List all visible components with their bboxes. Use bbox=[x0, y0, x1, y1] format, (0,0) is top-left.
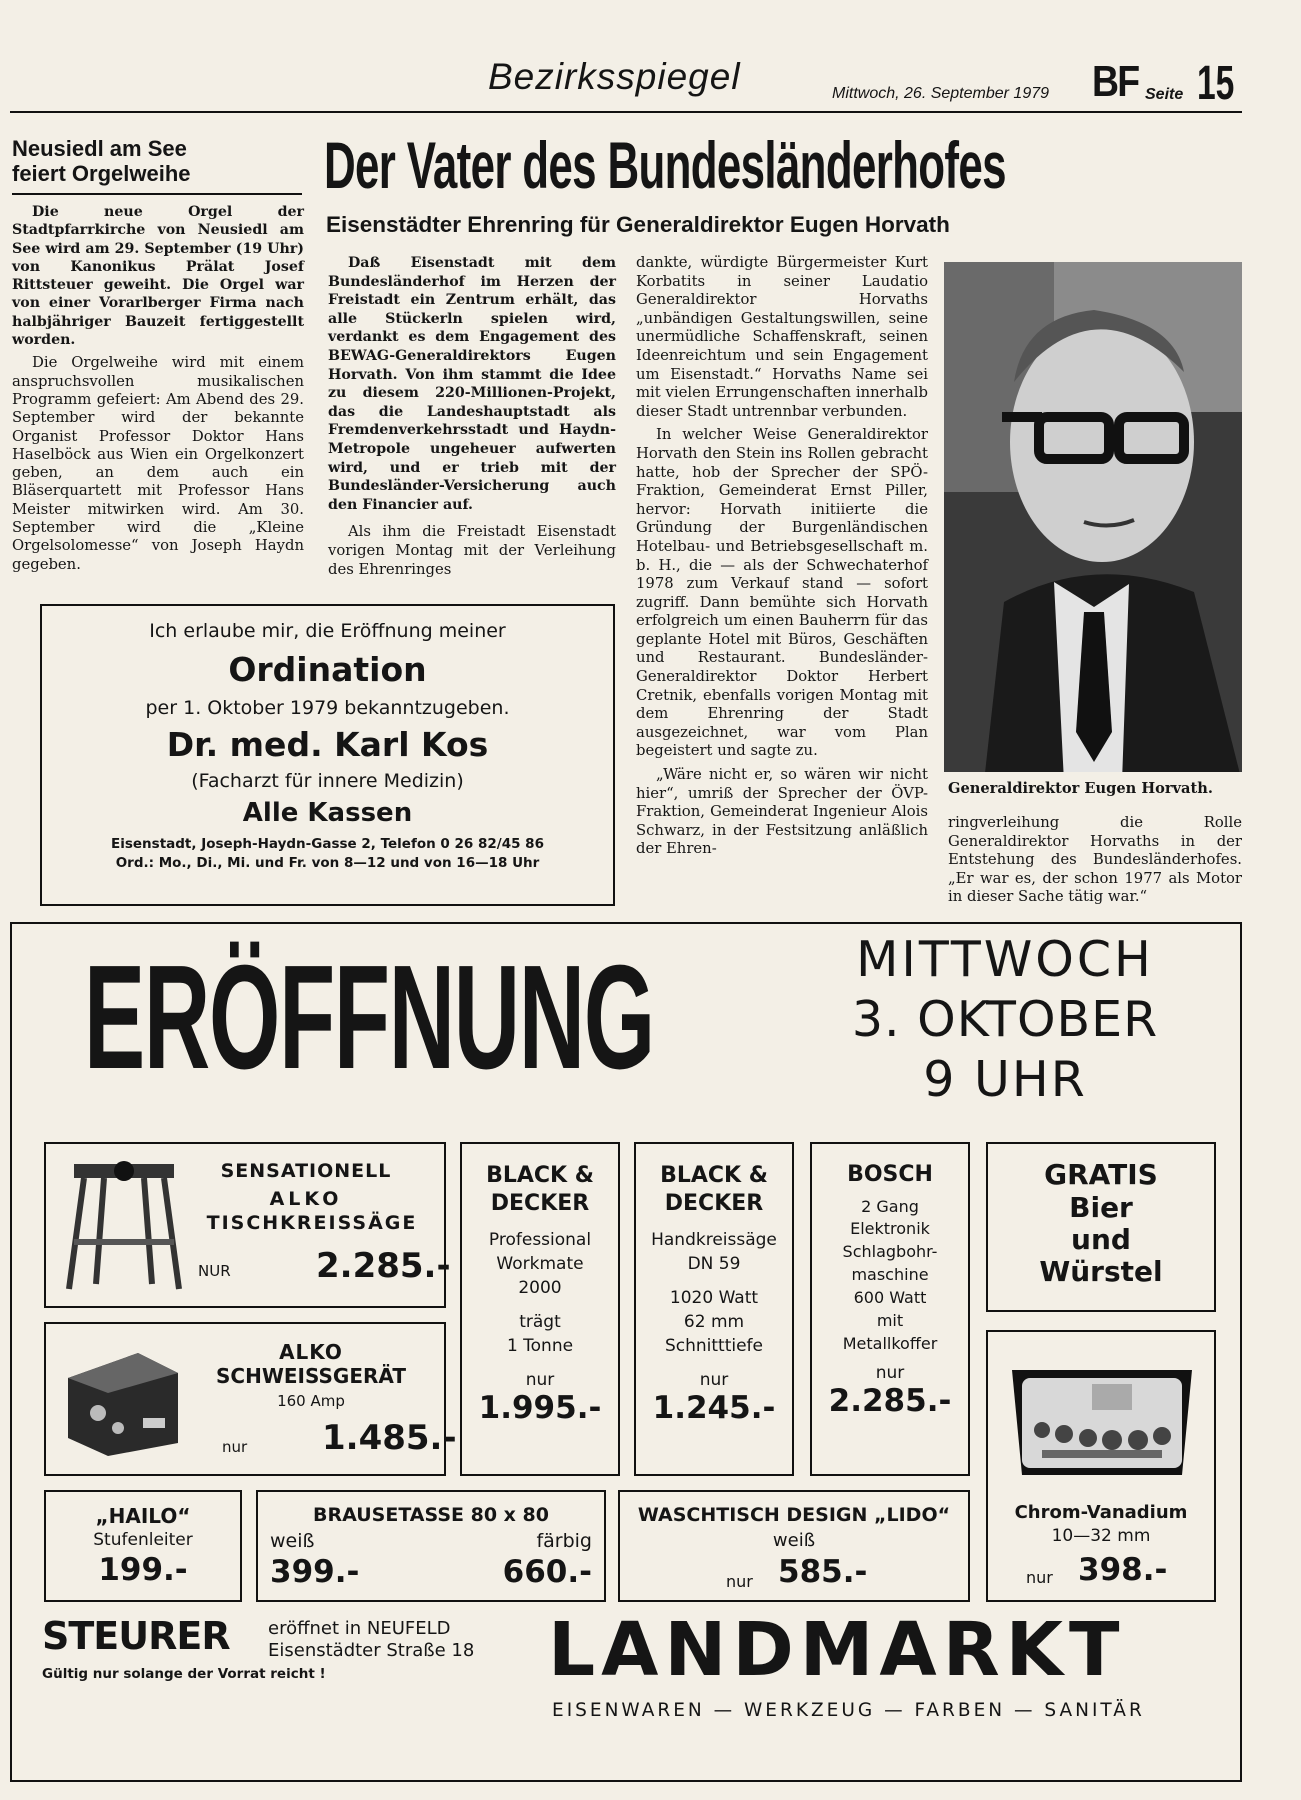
photo-caption: Generaldirektor Eugen Horvath. bbox=[948, 780, 1213, 797]
waschtisch-prefix: nur bbox=[726, 1572, 753, 1591]
main-subheadline: Eisenstädter Ehrenring für Generaldirektor Eugen Horvath bbox=[326, 212, 950, 237]
product-tischkreissaege bbox=[44, 1142, 451, 1308]
hailo-l2: Stufenleiter bbox=[93, 1530, 193, 1550]
left-title-rule bbox=[12, 193, 302, 195]
header-rule bbox=[10, 111, 1242, 113]
bosch-l2: Elektronik bbox=[850, 1219, 930, 1238]
left-title-line1: Neusiedl am See bbox=[12, 136, 187, 161]
chrom-l2: 10—32 mm bbox=[1051, 1526, 1151, 1546]
product-hailo bbox=[44, 1490, 242, 1602]
bosch-price: 2.285.- bbox=[828, 1383, 952, 1419]
left-article-title bbox=[12, 136, 308, 186]
product-chrom-vanadium bbox=[986, 1330, 1216, 1602]
ordination-title: Ordination bbox=[228, 650, 427, 689]
ordination-line1: Ich erlaube mir, die Eröffnung meiner bbox=[149, 620, 506, 642]
bosch-l4: maschine bbox=[851, 1265, 929, 1284]
chrom-price: 398.- bbox=[1078, 1552, 1168, 1588]
store-day: MITTWOCH bbox=[856, 931, 1154, 988]
page-label: Seite bbox=[1145, 86, 1184, 103]
landmarkt-logo: LANDMARKT bbox=[548, 1607, 1126, 1693]
tischkreissaege-l1: SENSATIONELL bbox=[220, 1160, 392, 1182]
workmate-brand: BLACK & DECKER bbox=[486, 1163, 594, 1216]
gratis-l2: Bier bbox=[1069, 1191, 1133, 1224]
left-title-line2: feiert Orgelweihe bbox=[12, 161, 191, 186]
workmate-l3: 2000 bbox=[518, 1278, 562, 1298]
tischkreissaege-price: 2.285.- bbox=[316, 1246, 451, 1286]
steurer-l1: eröffnet in NEUFELD bbox=[268, 1618, 451, 1639]
portrait-photo bbox=[944, 262, 1242, 772]
store-datetime bbox=[822, 930, 1188, 1110]
left-article-text: Die Orgelweihe wird mit einem anspruchsvollen musikalischen Programm gefeiert: Am Abend des 29. September wird der bekannte Organist Professor Doktor Hans Haselböck aus Wien ein Orgelkonzert geben, an dem auch ein Bläserquartett mit Professor Hans Meister mitwirken wird. Am 30. September wird die „Kleine Orgelsolomesse“ von Joseph Haydn gegeben. bbox=[12, 354, 304, 573]
workmate-l2: Workmate bbox=[496, 1254, 584, 1274]
hailo-price: 199.- bbox=[98, 1552, 188, 1588]
hailo-l1: „HAILO“ bbox=[95, 1504, 191, 1528]
product-schweissgeraet bbox=[44, 1322, 457, 1476]
schweissgeraet-price: 1.485.- bbox=[322, 1418, 457, 1458]
ordination-kassen: Alle Kassen bbox=[242, 798, 413, 828]
steurer-validity: Gültig nur solange der Vorrat reicht ! bbox=[42, 1666, 326, 1682]
handkreissaege-prefix: nur bbox=[699, 1370, 729, 1390]
ordination-ad bbox=[40, 604, 615, 906]
handkreissaege-brand: BLACK & DECKER bbox=[660, 1163, 768, 1216]
bosch-prefix: nur bbox=[875, 1363, 905, 1383]
handkreissaege-l3: 1020 Watt bbox=[669, 1288, 759, 1308]
brausetasse-color1: weiß bbox=[270, 1530, 315, 1552]
product-workmate bbox=[460, 1142, 620, 1476]
bosch-l6: mit bbox=[876, 1311, 904, 1330]
handkreissaege-l5: Schnitttiefe bbox=[664, 1336, 764, 1356]
workmate-l4: trägt bbox=[519, 1312, 561, 1332]
workmate-prefix: nur bbox=[525, 1370, 555, 1390]
ordination-address: Eisenstadt, Joseph-Haydn-Gasse 2, Telefon 0 26 82/45 86 bbox=[111, 836, 544, 852]
main-col2-p1: dankte, würdigte Bürgermeister Kurt Korbatits in seiner Laudatio Generaldirektor Horvaths „unbändigen Gestaltungswillen, seine unermüdliche Schaffenskraft, seinen Ideenreichtum und sein Engagement um Eisenstadt.“ Horvaths Name sei mit vielen Errungenschaften innerhalb dieser Stadt untrennbar verbunden. bbox=[636, 254, 928, 420]
socket-set-icon bbox=[1002, 1350, 1202, 1490]
table-saw-icon bbox=[64, 1154, 184, 1294]
gratis-l1: GRATIS bbox=[1044, 1158, 1158, 1191]
portrait-illustration bbox=[944, 262, 1242, 772]
left-article-lead: Die neue Orgel der Stadtpfarrkirche von Neusiedl am See wird am 29. September (19 Uhr) von Kanonikus Prälat Josef Rittsteuer geweiht. Die Orgel war von einer Vorarlberger Firma nach halbjähriger Bauzeit fertiggestellt worden. bbox=[12, 204, 304, 349]
bosch-l7: Metallkoffer bbox=[842, 1334, 938, 1353]
ordination-doctor: Dr. med. Karl Kos bbox=[166, 725, 489, 764]
handkreissaege-price: 1.245.- bbox=[652, 1390, 776, 1426]
steurer-info bbox=[268, 1618, 474, 1662]
bosch-l1: 2 Gang bbox=[861, 1197, 919, 1216]
store-headline: ERÖFFNUNG bbox=[84, 935, 654, 1100]
tischkreissaege-l3: TISCHKREISSÄGE bbox=[206, 1212, 418, 1234]
steurer-name: STEURER bbox=[42, 1614, 230, 1658]
chrom-prefix: nur bbox=[1026, 1568, 1053, 1587]
brausetasse-color2: färbig bbox=[536, 1530, 592, 1552]
product-bosch bbox=[810, 1142, 970, 1476]
gratis-l4: Würstel bbox=[1039, 1255, 1163, 1288]
schweissgeraet-l1: ALKO bbox=[279, 1340, 343, 1364]
paper-logo: BF bbox=[1092, 57, 1139, 106]
tischkreissaege-l2: ALKO bbox=[269, 1188, 343, 1210]
tischkreissaege-prefix: NUR bbox=[198, 1262, 231, 1280]
ordination-specialty: (Facharzt für innere Medizin) bbox=[191, 770, 464, 792]
store-time: 9 UHR bbox=[923, 1051, 1087, 1108]
ordination-line2: per 1. Oktober 1979 bekanntzugeben. bbox=[145, 697, 510, 719]
landmarkt-tagline: EISENWAREN — WERKZEUG — FARBEN — SANITÄR bbox=[552, 1700, 1145, 1721]
main-col1 bbox=[328, 254, 616, 579]
handkreissaege-l4: 62 mm bbox=[683, 1312, 745, 1332]
issue-date: Mittwoch, 26. September 1979 bbox=[832, 85, 1050, 102]
bosch-l3: Schlagbohr- bbox=[842, 1242, 938, 1261]
page-number: 15 bbox=[1197, 57, 1235, 110]
bosch-l5: 600 Watt bbox=[853, 1288, 927, 1307]
steurer-l2: Eisenstädter Straße 18 bbox=[268, 1640, 475, 1661]
main-col2-p2: In welcher Weise Generaldirektor Horvath den Stein ins Rollen gebracht hatte, hob der Sprecher der SPÖ-Fraktion, Gemeinderat Ernst Piller, hervor: Horvath initiierte die Gründung der Burgenländischen Hotelbau- und Betriebsgesellschaft m. b. H., die — als der Schwechaterhof 1978 zum Verkauf stand — sofort zugriff. Dann bemühte sich Horvath erfolgreich um einen Bauherrn für das geplante Hotel mit Büros, Geschäften und Restaurant. Bundesländer-Generaldirektor Doktor Herbert Cretnik, ebenfalls vorigen Montag mit dem Ehrenring der Stadt ausgezeichnet, war vom Plan begeistert und sagte zu. bbox=[636, 426, 928, 760]
brausetasse-price2: 660.- bbox=[502, 1554, 592, 1590]
gratis-l3: und bbox=[1071, 1223, 1131, 1256]
product-waschtisch bbox=[618, 1490, 970, 1602]
schweissgeraet-l3: 160 Amp bbox=[277, 1392, 345, 1410]
main-col1-body: Als ihm die Freistadt Eisenstadt vorigen Montag mit der Verleihung des Ehrenringes bbox=[328, 523, 616, 578]
schweissgeraet-prefix: nur bbox=[222, 1438, 248, 1456]
waschtisch-l1: WASCHTISCH DESIGN „LIDO“ bbox=[637, 1504, 951, 1526]
promo-gratis bbox=[986, 1142, 1216, 1312]
store-date: 3. OKTOBER bbox=[851, 991, 1159, 1048]
handkreissaege-l1: Handkreissäge bbox=[651, 1230, 777, 1250]
main-col3-text: ringverleihung die Rolle Generaldirektor Horvaths in der Entstehung des Bundesländerhofes. „Er war es, der schon 1977 als Motor in dieser Sache tätig war.“ bbox=[948, 814, 1242, 906]
schweissgeraet-l2: SCHWEISSGERÄT bbox=[216, 1364, 406, 1388]
brausetasse-l1: BRAUSETASSE 80 x 80 bbox=[313, 1504, 549, 1526]
welder-icon bbox=[58, 1338, 188, 1458]
waschtisch-price: 585.- bbox=[778, 1554, 868, 1590]
product-brausetasse bbox=[256, 1490, 606, 1602]
main-col2-p3: „Wäre nicht er, so wären wir nicht hier“, umriß der Sprecher der ÖVP-Fraktion, Gemeinderat Ingenieur Alois Schwarz, in der Festsitzung anläßlich der Ehren- bbox=[636, 766, 928, 858]
section-title: Bezirksspiegel bbox=[488, 56, 741, 97]
main-col1-lead: Daß Eisenstadt mit dem Bundesländerhof im Herzen der Freistadt ein Zentrum erhält, das alle Stückerln spielen wird, verdankt es dem Engagement des BEWAG-Generaldirektors Eugen Horvath. Von ihm stammt die Idee zu diesem 220-Millionen-Projekt, das die Landeshauptstadt als Fremdenverkehrsstadt und Haydn-Metropole ungeheuer aufwerten wird, und er trieb mit der Bundesländer-Versicherung auch den Financier auf. bbox=[328, 255, 616, 513]
left-article-body bbox=[12, 203, 304, 574]
workmate-price: 1.995.- bbox=[478, 1390, 602, 1426]
handkreissaege-l2: DN 59 bbox=[687, 1254, 741, 1274]
chrom-l1: Chrom-Vanadium bbox=[1014, 1502, 1188, 1523]
workmate-l1: Professional bbox=[488, 1230, 592, 1250]
main-headline: Der Vater des Bundesländerhofes bbox=[324, 128, 1006, 202]
waschtisch-l2: weiß bbox=[772, 1530, 816, 1551]
ordination-hours: Ord.: Mo., Di., Mi. und Fr. von 8—12 und von 16—18 Uhr bbox=[115, 855, 540, 871]
main-col3-end bbox=[948, 814, 1242, 907]
brausetasse-price1: 399.- bbox=[270, 1554, 360, 1590]
product-handkreissaege bbox=[634, 1142, 794, 1476]
bosch-brand: BOSCH bbox=[847, 1162, 933, 1187]
main-col2 bbox=[636, 254, 928, 859]
workmate-l5: 1 Tonne bbox=[506, 1336, 574, 1356]
